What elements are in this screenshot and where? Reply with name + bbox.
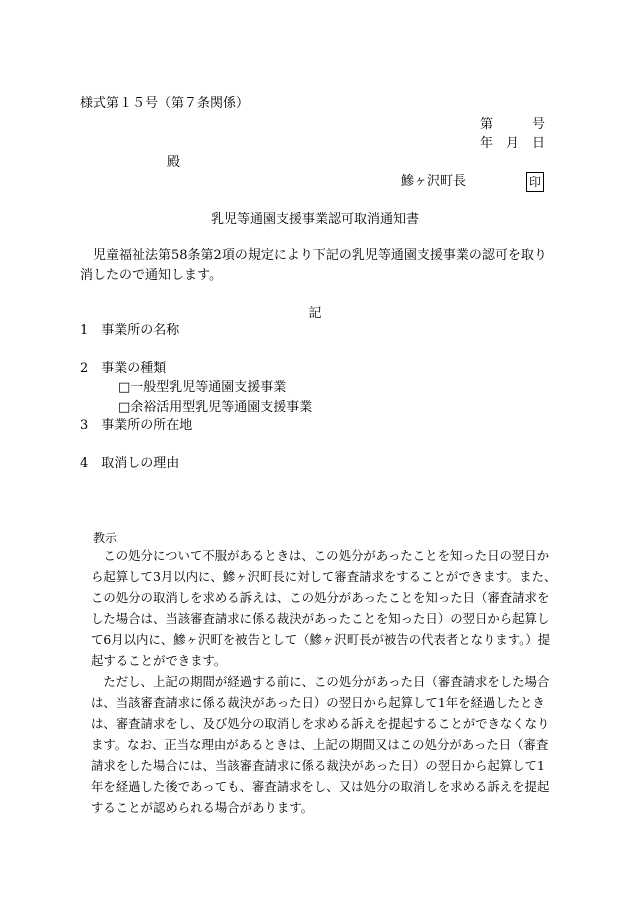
form-number: 様式第１５号（第７条関係） [80, 96, 250, 111]
document-title: 乳児等通園支援事業認可取消通知書 [210, 212, 419, 227]
option-surplus-type: □余裕活用型乳児等通園支援事業 [118, 400, 313, 415]
notice-line: て6月以内に、鰺ヶ沢町を被告として（鰺ヶ沢町長が被告の代表者となります。）提 [91, 632, 551, 647]
notice-line: 起することができます。 [91, 653, 227, 668]
issuer-name: 鰺ヶ沢町長 [401, 174, 467, 189]
item-facility-address: 3 事業所の所在地 [80, 418, 193, 433]
notice-line: この処分について不服があるときは、この処分があったことを知った日の翌日か [103, 548, 550, 563]
option-general-type: □一般型乳児等通園支援事業 [118, 380, 287, 395]
notice-line: ただし、上記の期間が経過する前に、この処分があった日（審査請求をした場合 [103, 674, 550, 689]
notice-line: 請求をした場合には、当該審査請求に係る裁決があった日）の翌日から起算して1 [91, 758, 545, 773]
item-revocation-reason: 4 取消しの理由 [80, 456, 180, 471]
number-line: 第 号 [479, 117, 545, 132]
body-line-2: 消したので通知します。 [80, 268, 222, 283]
date-line: 年 月 日 [479, 136, 545, 151]
notice-line: ます。なお、正当な理由があるときは、上記の期間又はこの処分があった日（審査 [91, 737, 549, 752]
notice-line: 年を経過した後であっても、審査請求をし、又は処分の取消しを求める訴えを提起 [91, 779, 550, 794]
notice-line: は、審査請求をし、及び処分の取消しを求める訴えを提起することができなくなり [91, 716, 550, 731]
notice-line: この処分の取消しを求める訴えは、この処分があったことを知った日（審査請求を [91, 590, 550, 605]
notice-line: した場合は、当該審査請求に係る裁決があったことを知った日）の翌日から起算し [91, 611, 550, 626]
notice-heading: 教示 [93, 531, 118, 545]
seal-mark: 印 [526, 172, 544, 192]
notice-paragraph-1 [91, 545, 561, 818]
body-line-1: 児童福祉法第58条第2項の規定により下記の乳児等通園支援事業の認可を取り [93, 248, 547, 263]
addressee: 殿 [167, 155, 181, 170]
item-business-type: 2 事業の種類 [80, 361, 167, 376]
notice-line: することが認められる場合があります。 [91, 800, 314, 815]
notice-line: は、当該審査請求に係る裁決があった日）の翌日から起算して1年を経過したとき [91, 695, 545, 710]
notice-line: ら起算して3月以内に、鰺ヶ沢町長に対して審査請求をすることができます。また、 [91, 569, 557, 584]
ki-label: 記 [308, 306, 322, 321]
item-facility-name: 1 事業所の名称 [80, 323, 180, 338]
